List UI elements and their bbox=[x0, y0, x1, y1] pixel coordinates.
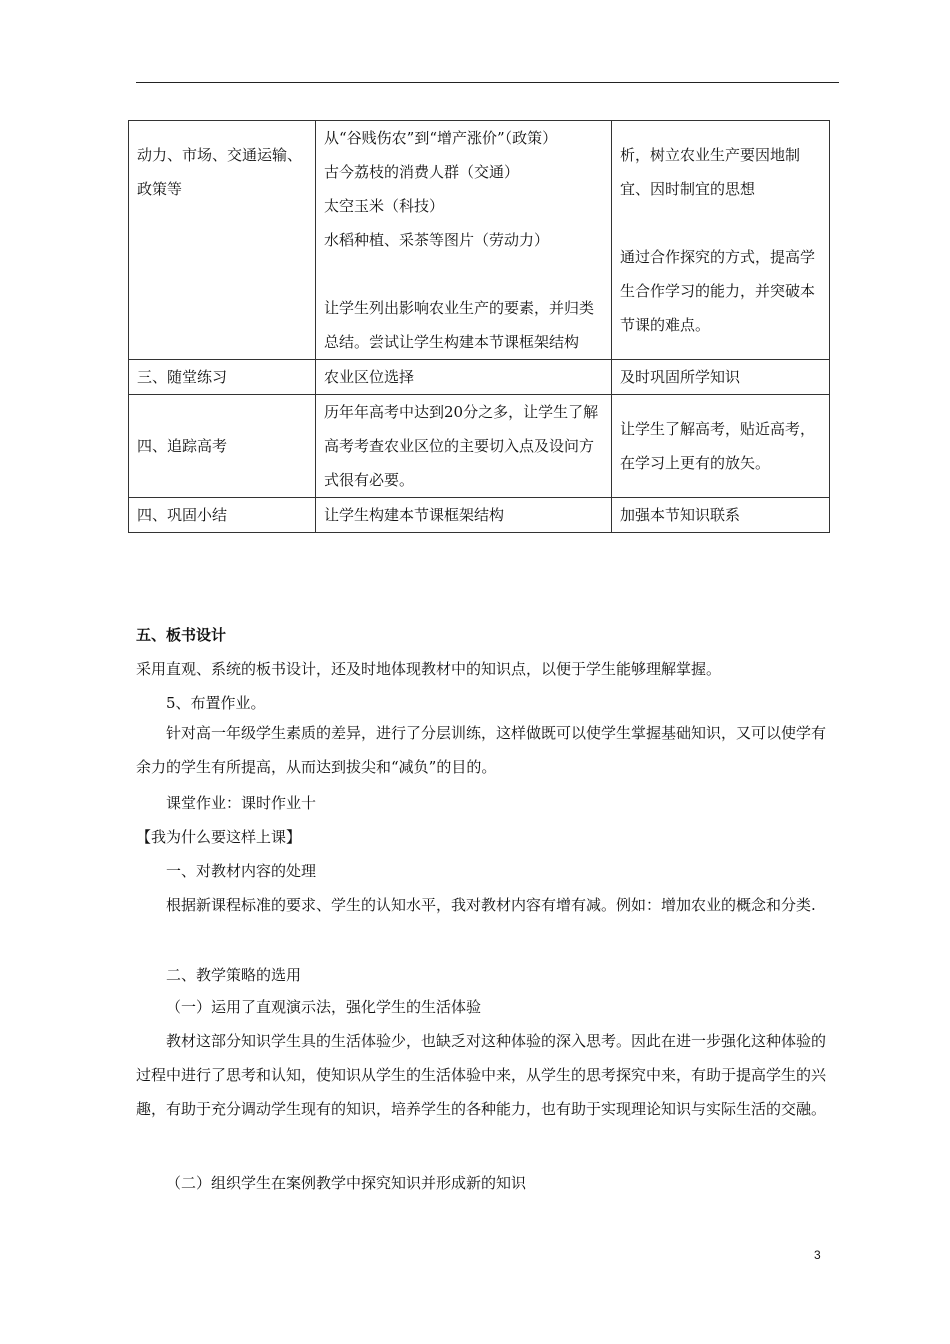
spacer bbox=[324, 257, 603, 291]
paragraph: 5、布置作业。 bbox=[166, 694, 266, 712]
table-cell: 农业区位选择 bbox=[316, 360, 612, 395]
cell-text: 让学生列出影响农业生产的要素，并归类总结。尝试让学生构建本节课框架结构 bbox=[324, 299, 595, 351]
table-cell: 历年年高考中达到20分之多，让学生了解高考考查农业区位的主要切入点及设问方式很有必要。 bbox=[316, 395, 612, 498]
table-cell: 及时巩固所学知识 bbox=[612, 360, 830, 395]
section-heading: 五、板书设计 bbox=[136, 626, 227, 644]
paragraph: 教材这部分知识学生具的生活体验少，也缺乏对这种体验的深入思考。因此在进一步强化这种体验的过程中进行了思考和认知，使知识从学生的生活体验中来，从学生的思考探究中来，有助于提高学生的兴趣，有助于充分调动学生现有的知识，培养学生的各种能力，也有助于实现理论知识与实际生活的交融。 bbox=[136, 1032, 827, 1118]
cell-text: 从“谷贱伤农”到“增产涨价”（政策） bbox=[324, 129, 558, 147]
table-cell: 四、巩固小结 bbox=[129, 498, 316, 533]
subheading: 一、对教材内容的处理 bbox=[166, 862, 317, 880]
cell-text: 动力、市场、交通运输、政策等 bbox=[137, 146, 303, 198]
spacer bbox=[620, 206, 821, 240]
table-row bbox=[129, 395, 830, 498]
paragraph: 课堂作业：课时作业十 bbox=[166, 794, 317, 812]
table-row bbox=[129, 498, 830, 533]
paragraph: 采用直观、系统的板书设计，还及时地体现教材中的知识点，以便于学生能够理解掌握。 bbox=[136, 660, 722, 678]
table-cell: 让学生了解高考，贴近高考，在学习上更有的放矢。 bbox=[612, 395, 830, 498]
table-cell bbox=[129, 121, 316, 360]
subheading: （二）组织学生在案例教学中探究知识并形成新的知识 bbox=[166, 1174, 527, 1192]
paragraph: 针对高一年级学生素质的差异，进行了分层训练，这样做既可以使学生掌握基础知识，又可以使学有余力的学生有所提高，从而达到拔尖和“减负”的目的。 bbox=[136, 724, 827, 776]
cell-text: 通过合作探究的方式，提高学生合作学习的能力，并突破本节课的难点。 bbox=[620, 248, 816, 334]
cell-text: 太空玉米（科技） bbox=[324, 197, 445, 215]
paragraph: 根据新课程标准的要求、学生的认知水平，我对教材内容有增有减。例如：增加农业的概念和分类. bbox=[166, 896, 816, 914]
cell-text: 古今荔枝的消费人群（交通） bbox=[324, 163, 520, 181]
table-cell: 三、随堂练习 bbox=[129, 360, 316, 395]
cell-text: 水稻种植、采茶等图片（劳动力） bbox=[324, 231, 550, 249]
lesson-plan-table bbox=[128, 120, 830, 533]
table-row bbox=[129, 121, 830, 360]
section-heading: 【我为什么要这样上课】 bbox=[136, 828, 302, 846]
table-cell bbox=[612, 121, 830, 360]
cell-text: 析，树立农业生产要因地制宜、因时制宜的思想 bbox=[620, 146, 801, 198]
page-number: 3 bbox=[814, 1248, 821, 1262]
header-rule bbox=[136, 82, 839, 83]
subheading: 二、教学策略的选用 bbox=[166, 966, 302, 984]
table-cell: 加强本节知识联系 bbox=[612, 498, 830, 533]
subheading: （一）运用了直观演示法，强化学生的生活体验 bbox=[166, 998, 482, 1016]
table-row bbox=[129, 360, 830, 395]
table-cell: 四、追踪高考 bbox=[129, 395, 316, 498]
table-cell bbox=[316, 121, 612, 360]
table-cell: 让学生构建本节课框架结构 bbox=[316, 498, 612, 533]
